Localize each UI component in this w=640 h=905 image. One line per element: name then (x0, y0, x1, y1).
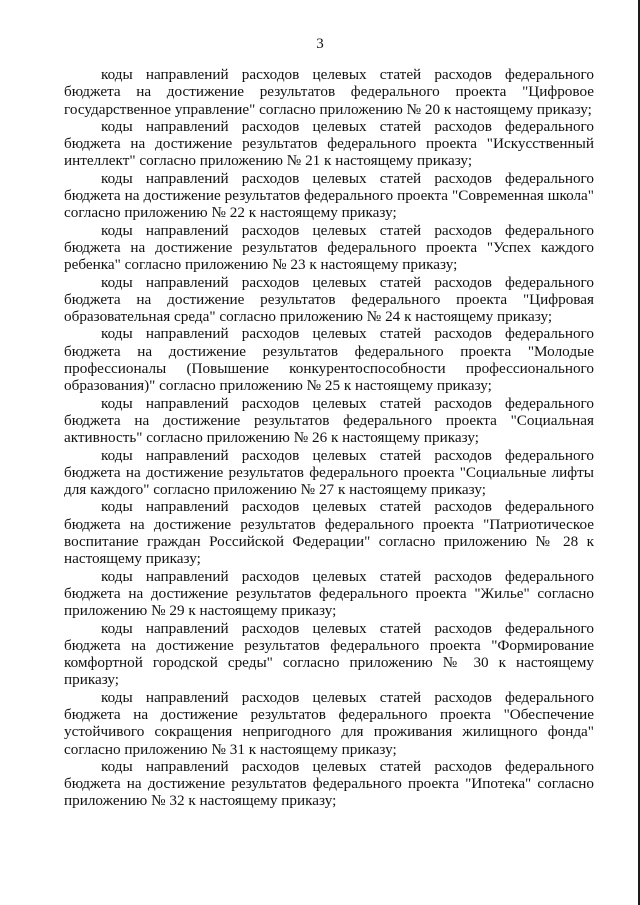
paragraph-item: коды направлений расходов целевых статей расходов федерального бюджета на достижение результатов федерального проекта "Цифровая образовательная среда" согласно приложению № 24 к настоящему приказу; (64, 273, 594, 326)
paragraph-item: коды направлений расходов целевых статей расходов федерального бюджета на достижение результатов федерального проекта "Успех каждого ребенка" согласно приложению № 23 к настоящему приказу; (64, 221, 594, 274)
paragraph-item: коды направлений расходов целевых статей расходов федерального бюджета на достижение результатов федерального проекта "Обеспечение устойчивого сокращения непригодного для проживания жилищного фонда" согласно приложению № 31 к настоящему приказу; (64, 688, 594, 758)
paragraph-item: коды направлений расходов целевых статей расходов федерального бюджета на достижение результатов федерального проекта "Социальная активность" согласно приложению № 26 к настоящему приказу; (64, 394, 594, 447)
paragraph-item: коды направлений расходов целевых статей расходов федерального бюджета на достижение результатов федерального проекта "Цифровое государственное управление" согласно приложению № 20 к настоящему приказу; (64, 66, 594, 118)
paragraph-item: коды направлений расходов целевых статей расходов федерального бюджета на достижение результатов федерального проекта "Социальные лифты для каждого" согласно приложению № 27 к настоящему приказу; (64, 446, 594, 499)
page-number: 3 (316, 36, 324, 52)
paragraph-item: коды направлений расходов целевых статей расходов федерального бюджета на достижение результатов федерального проекта "Ипотека" согласно приложению № 32 к настоящему приказу; (64, 757, 594, 810)
paragraph-item: коды направлений расходов целевых статей расходов федерального бюджета на достижение результатов федерального проекта "Молодые профессионалы (Повышение конкурентоспособности профессионального образования)" согласно приложению № 25 к настоящему приказу; (64, 325, 594, 395)
paragraph-item: коды направлений расходов целевых статей расходов федерального бюджета на достижение результатов федерального проекта "Жилье" согласно приложению № 29 к настоящему приказу; (64, 567, 594, 620)
paragraph-item: коды направлений расходов целевых статей расходов федерального бюджета на достижение результатов федерального проекта "Современная школа" согласно приложению № 22 к настоящему приказу; (64, 169, 594, 222)
paragraph-item: коды направлений расходов целевых статей расходов федерального бюджета на достижение результатов федерального проекта "Патриотическое воспитание граждан Российской Федерации" согласно приложению № 28 к настоящему приказу; (64, 498, 594, 568)
paragraph-item: коды направлений расходов целевых статей расходов федерального бюджета на достижение результатов федерального проекта "Искусственный интеллект" согласно приложению № 21 к настоящему приказу; (64, 117, 594, 170)
paragraph-item: коды направлений расходов целевых статей расходов федерального бюджета на достижение результатов федерального проекта "Формирование комфортной городской среды" согласно приложению № 30 к настоящему приказу; (64, 619, 594, 689)
document-body (64, 66, 594, 810)
